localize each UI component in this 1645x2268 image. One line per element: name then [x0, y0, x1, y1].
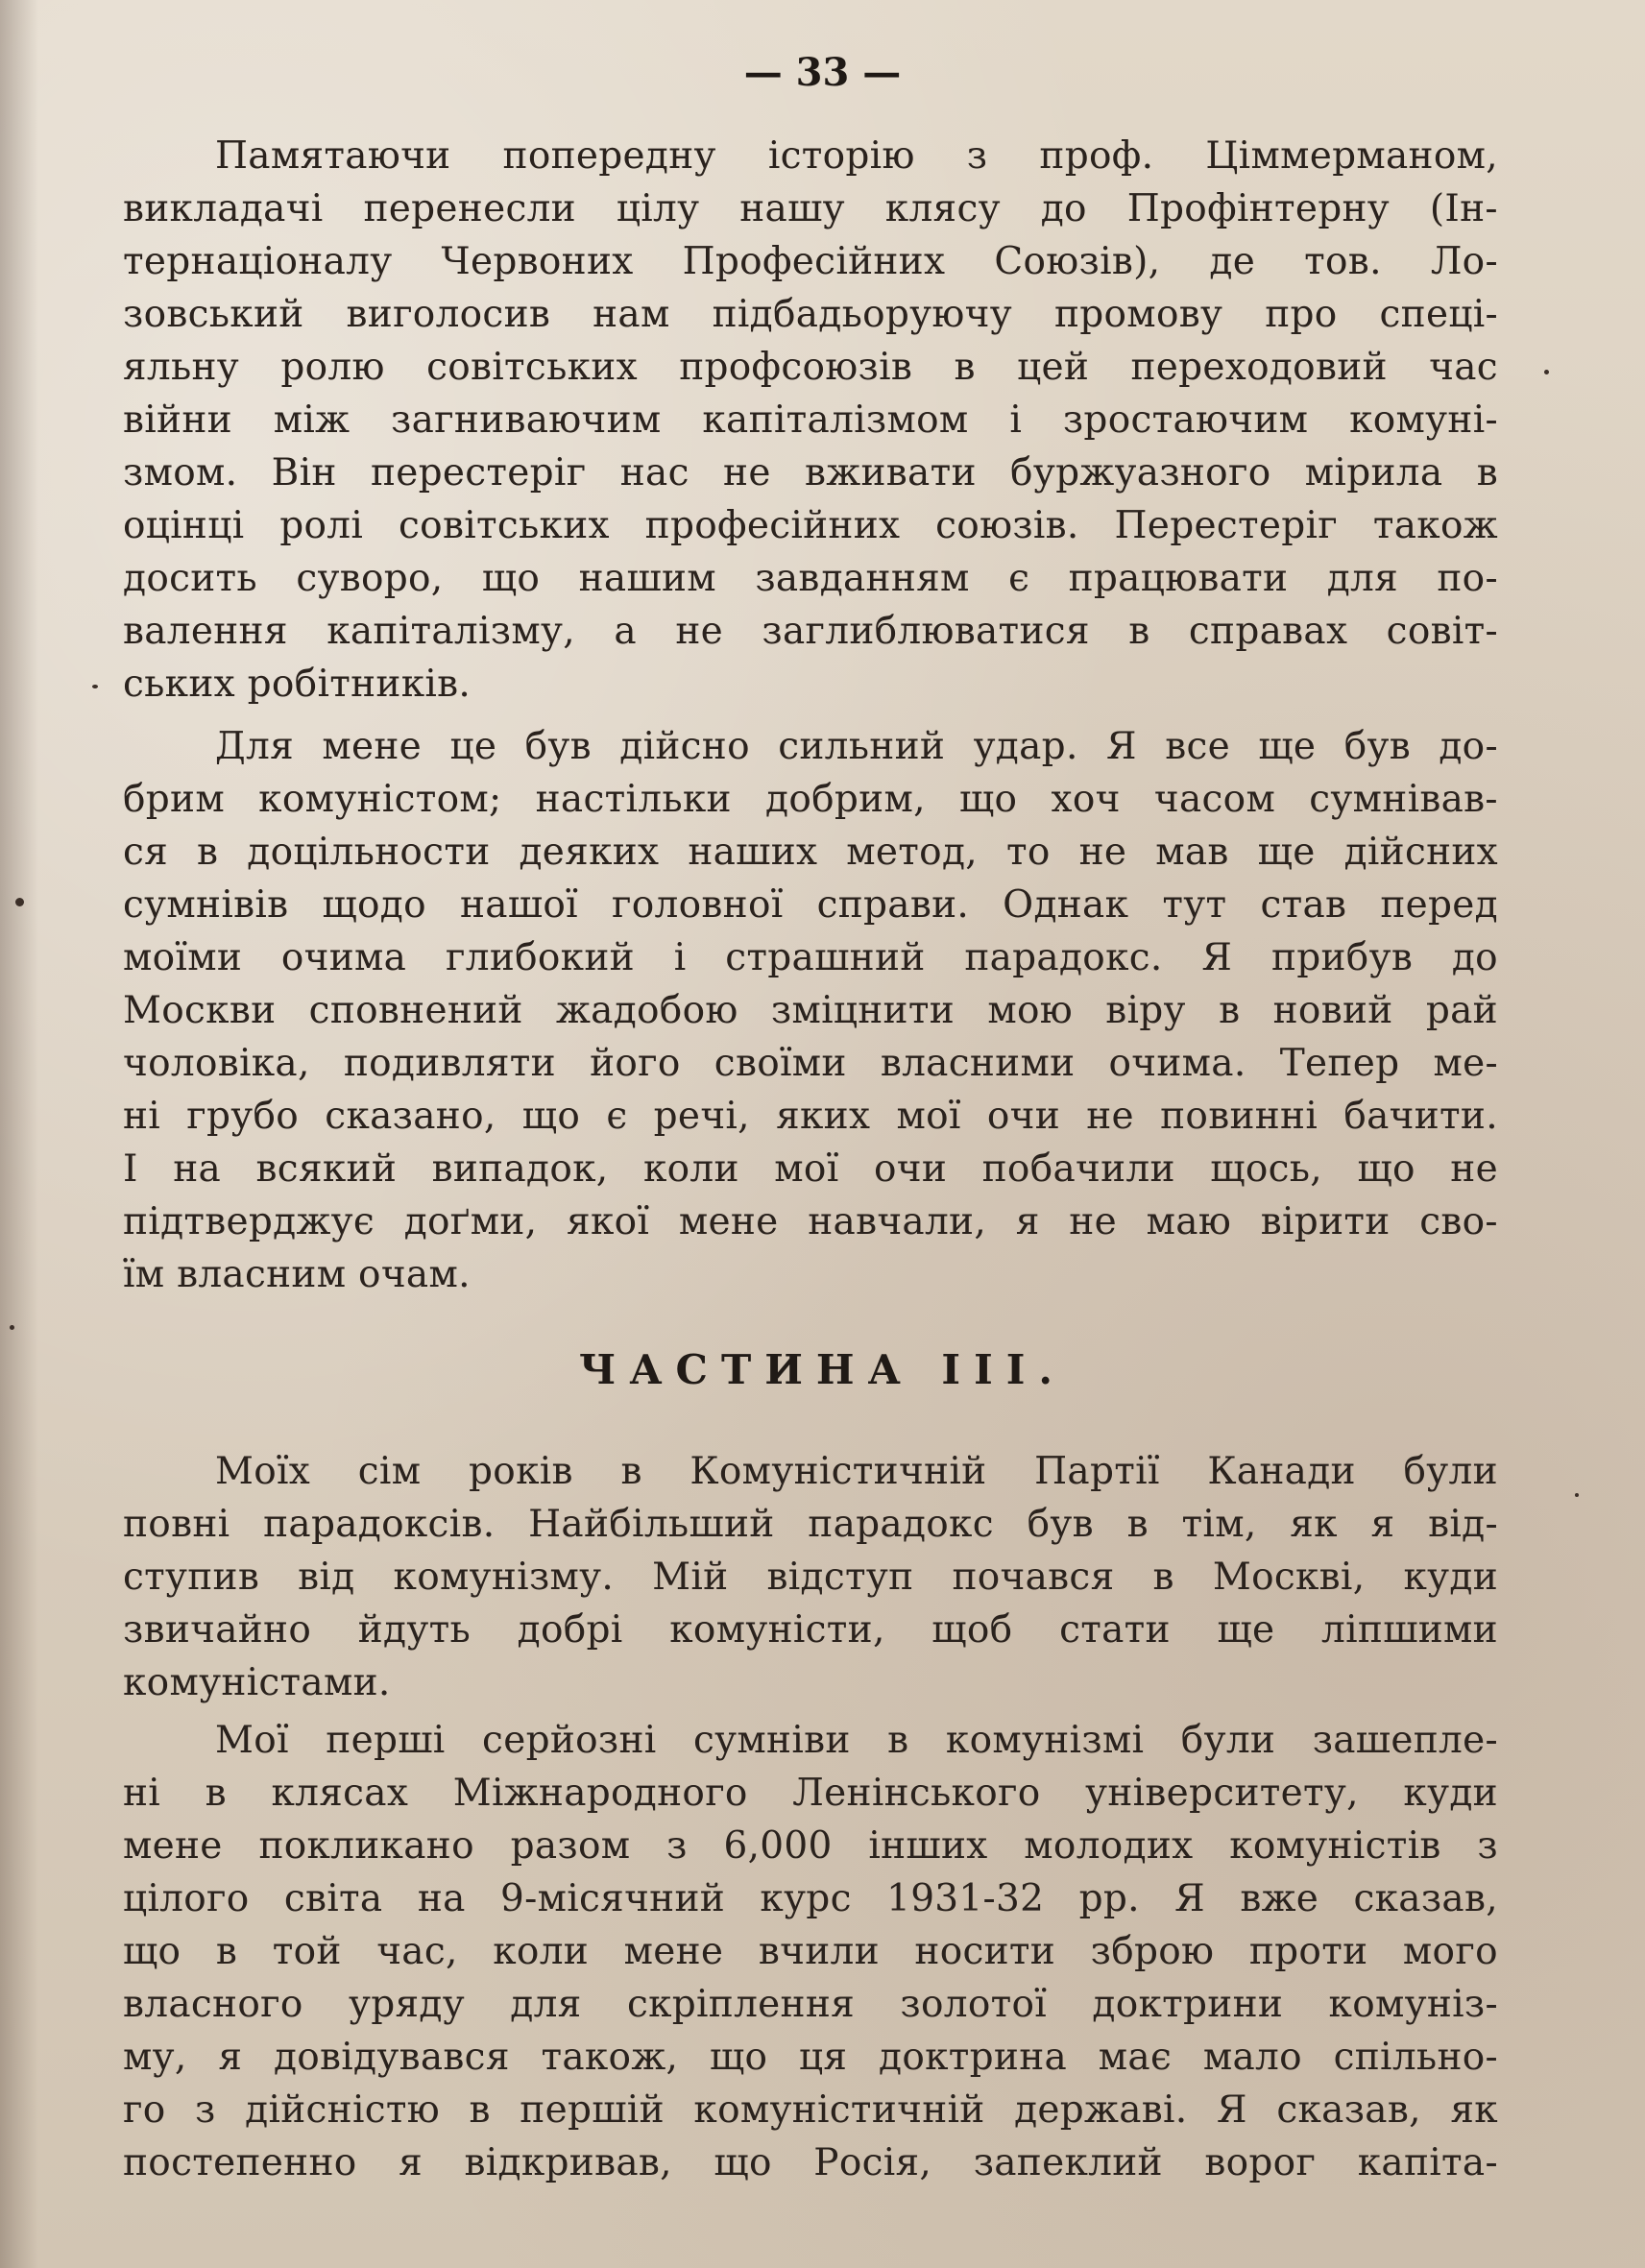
page-edge-shadow: [0, 0, 38, 2268]
text-line: го з дійсністю в першій комуністичній державі. Я сказав, як: [123, 2088, 1498, 2132]
text-line: Моїх сім років в Комуністичній Партії Канади були: [215, 1450, 1498, 1493]
text-line: ських робітників.: [123, 663, 472, 706]
section-heading: ЧАСТИНА III.: [579, 1346, 1066, 1393]
text-line: Мої перші серйозні сумніви в комунізмі були зашеплe-: [215, 1719, 1498, 1762]
text-line: війни між загниваючим капіталізмом і зростаючим комуні-: [123, 398, 1498, 442]
text-line: ся в доцільности деяких наших метод, то не мав ще дійсних: [123, 831, 1498, 874]
text-line: повні парадоксів. Найбільший парадокс був в тім, як я від-: [123, 1503, 1498, 1546]
text-line: змом. Він перестеріг нас не вживати буржуазного мірила в: [123, 451, 1498, 495]
text-line: цілого світа на 9-місячний курс 1931-32 рр. Я вже сказав,: [123, 1877, 1498, 1920]
paragraph-1: [123, 130, 1498, 711]
paper-speck: [1575, 1493, 1579, 1497]
text-line: моїми очима глибокий і страшний парадокс. Я прибув до: [123, 936, 1498, 979]
text-line: оцінці ролі совітських професійних союзів. Перестеріг також: [123, 504, 1498, 547]
paragraph-4: [123, 1714, 1498, 2189]
text-line: брим комуністом; настільки добрим, що хоч часом сумнівав-: [123, 778, 1498, 821]
text-line: викладачі перенесли цілу нашу клясу до Профінтерну (Ін-: [123, 187, 1498, 230]
page-number: — 33 —: [743, 50, 902, 95]
text-line: чоловіка, подивляти його своїми власними очима. Тепер ме-: [123, 1042, 1498, 1085]
text-line: що в той час, коли мене вчили носити зброю проти мого: [123, 1930, 1498, 1973]
text-line: тернаціоналу Червоних Професійних Союзів), де тов. Ло-: [123, 240, 1498, 283]
text-line: зовський виголосив нам підбадьоруючу промову про спеці-: [123, 293, 1498, 336]
text-line: му, я довідувався також, що ця доктрина має мало спільно-: [123, 2036, 1498, 2079]
text-line: валення капіталізму, а не заглиблюватися в справах совіт-: [123, 610, 1498, 653]
text-line: ступив від комунізму. Мій відступ почався в Москві, куди: [123, 1556, 1498, 1599]
text-line: Для мене це був дійсно сильний удар. Я все ще був до-: [215, 725, 1498, 768]
text-line: мене покликано разом з 6,000 інших молодих комуністів з: [123, 1824, 1498, 1868]
paragraph-2: [123, 720, 1498, 1301]
text-line: постепенно я відкривав, що Росія, запеклий ворог капіта-: [123, 2141, 1498, 2184]
text-line: підтверджує доґми, якої мене навчали, я не маю вірити сво-: [123, 1200, 1498, 1243]
paragraph-3: [123, 1445, 1498, 1709]
text-line: сумнівів щодо нашої головної справи. Однак тут став перед: [123, 883, 1498, 927]
text-line: ні в клясах Міжнародного Ленінського університету, куди: [123, 1772, 1498, 1815]
paper-speck: [1544, 370, 1549, 374]
text-line: І на всякий випадок, коли мої очи побачили щось, що не: [123, 1147, 1498, 1191]
paper-speck: [92, 685, 98, 688]
text-line: Москви сповнений жадобою зміцнити мою віру в новий рай: [123, 989, 1498, 1032]
text-line: власного уряду для скріплення золотої доктрини комуніз-: [123, 1983, 1498, 2026]
text-line: їм власним очам.: [123, 1253, 471, 1296]
text-line: Памятаючи попередну історію з проф. Ціммерманом,: [215, 134, 1498, 178]
text-line: яльну ролю совітських профсоюзів в цей переходовий час: [123, 346, 1498, 389]
text-line: комуністами.: [123, 1661, 391, 1704]
text-line: досить суворо, що нашим завданням є працювати для по-: [123, 557, 1498, 600]
text-line: звичайно йдуть добрі комуністи, щоб стати ще ліпшими: [123, 1608, 1498, 1652]
paper-speck: [15, 898, 24, 906]
text-line: ні грубо сказано, що є речі, яких мої очи не повинні бачити.: [123, 1095, 1498, 1138]
paper-speck: [10, 1325, 14, 1330]
